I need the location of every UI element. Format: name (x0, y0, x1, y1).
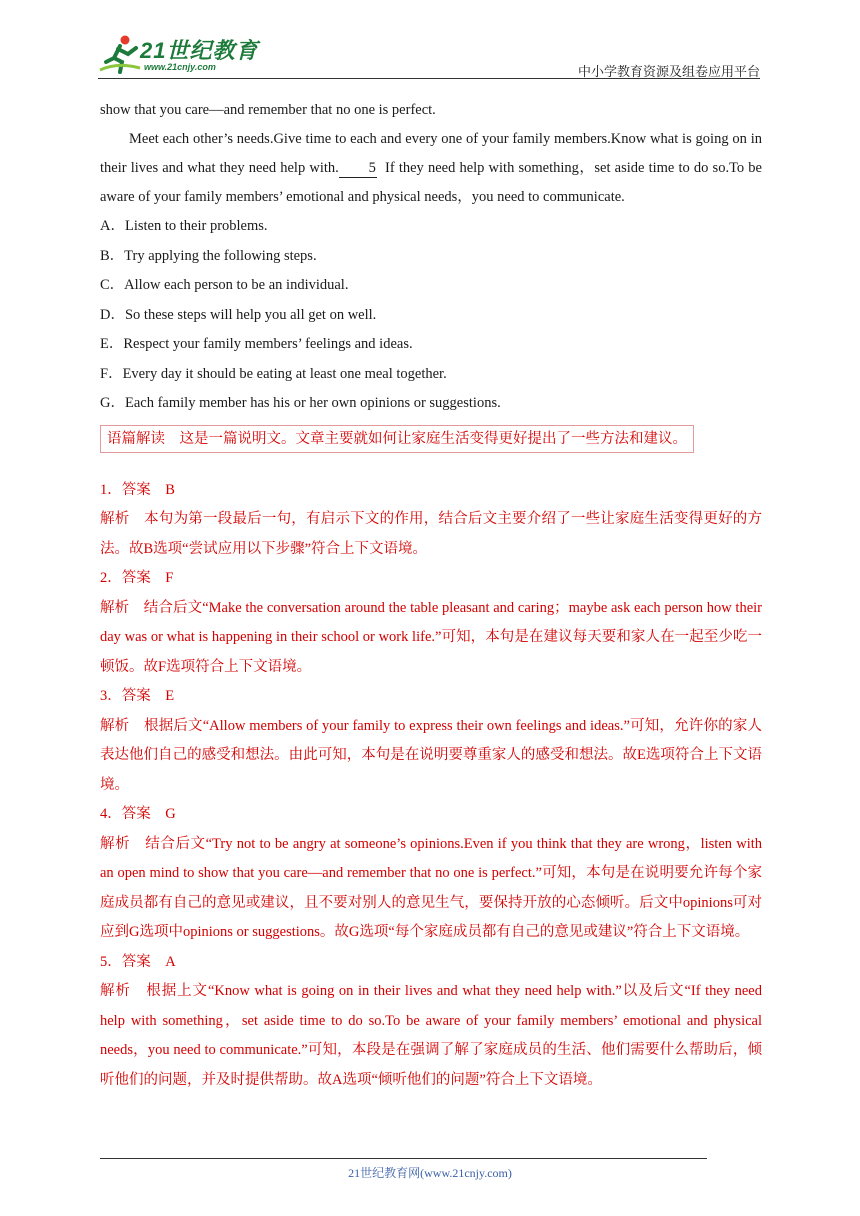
site-logo[interactable] (98, 32, 268, 76)
option-letter: C． (100, 277, 125, 293)
answer-explanation: 解析 本句为第一段最后一句，有启示下文的作用，结合后文主要介绍了一些让家庭生活变得更好的方法。故B选项“尝试应用以下步骤”符合上下文语境。 (100, 511, 762, 557)
option-text: Each family member has his or her own opinions or suggestions. (124, 395, 501, 411)
option-letter: A． (100, 218, 125, 234)
option-a (100, 212, 762, 242)
passage-summary-box: 语篇解读 这是一篇说明文。文章主要就如何让家庭生活变得更好提出了一些方法和建议。 (100, 425, 694, 453)
page-header (98, 30, 760, 80)
footer-link[interactable]: 21世纪教育网(www.21cnjy.com) (348, 1166, 512, 1180)
blank-5: 5 (339, 160, 377, 178)
option-text: Every day it should be eating at least one meal together. (122, 365, 447, 382)
passage-paragraph (100, 125, 762, 212)
answer-label: 2．答案 F (100, 570, 174, 586)
option-f (100, 360, 762, 390)
option-text: So these steps will help you all get on well. (124, 306, 377, 323)
logo-url: www.21cnjy.com (144, 62, 216, 72)
option-text: Listen to their problems. (124, 218, 268, 234)
answer-explanation: 解析 根据上文“Know what is going on in their lives and what they need help with.”以及后文“If they need help with something，set aside time to do so.To be aware of your family members’ emotional and physical needs，you need to communicate.”可知，本段是在强调了解了家庭成员的生活、他们需要什么帮助后，倾听他们的问题，并及时提供帮助。故A选项“倾听他们的问题”符合上下文语境。 (100, 983, 762, 1088)
option-e (100, 330, 762, 360)
option-letter: B． (100, 247, 125, 264)
answer-label: 1．答案 B (100, 481, 175, 498)
platform-title: 中小学教育资源及组卷应用平台 (577, 64, 760, 79)
answer-explanation: 解析 结合后文“Try not to be angry at someone’s opinions.Even if you think that they are wrong，listen with an open mind to show that you care—and remember that no one is perfect.”可知，本句是在说明要允许每个家庭成员都有自己的意见或建议，且不要对别人的意见生气，要保持开放的心态倾听。后文中opinions可对应到G选项中opinions or suggestions。故G选项“每个家庭成员都有自己的意见或建议”符合上下文语境。 (100, 835, 762, 940)
paragraph-text-before-blank: Meet each other’s needs.Give time to each and every one of your family members.Know what is going on in their lives and what they need help with. (100, 131, 762, 176)
logo-text: 21世纪教育 (140, 38, 259, 63)
runner-icon (98, 32, 142, 76)
header-divider (98, 78, 760, 79)
option-b (100, 242, 762, 272)
options-list (100, 212, 762, 419)
answer-explanation: 解析 结合后文“Make the conversation around the table pleasant and caring；maybe ask each person how their day was or what is happening in their school or work life.”可知，本句是在建议每天要和家人在一起至少吃一顿饭。故F选项符合上下文语境。 (100, 599, 762, 675)
option-letter: E． (100, 336, 124, 352)
paragraph-text-after-blank: If they need help with something，set aside time to do so.To be aware of your family members’ emotional and physical needs，you need to communicate. (100, 160, 762, 205)
option-text: Respect your family members’ feelings and ideas. (123, 336, 413, 352)
footer-divider (100, 1158, 707, 1159)
option-text: Try applying the following steps. (124, 247, 317, 264)
answer-label: 5．答案 A (100, 953, 176, 970)
answer-section (100, 476, 762, 1096)
option-letter: G． (100, 395, 125, 411)
option-text: Allow each person to be an individual. (124, 277, 349, 293)
document-body (100, 96, 762, 1095)
passage-line: show that you care—and remember that no one is perfect. (100, 102, 436, 118)
option-c (100, 271, 762, 301)
option-g (100, 389, 762, 419)
option-letter: D． (100, 306, 125, 323)
option-d (100, 301, 762, 331)
option-letter: F． (100, 365, 123, 382)
answer-label: 4．答案 G (100, 806, 176, 822)
answer-label: 3．答案 E (100, 688, 175, 704)
answer-explanation: 解析 根据后文“Allow members of your family to express their own feelings and ideas.”可知，允许你的家人表达他们自己的感受和想法。由此可知，本句是在说明要尊重家人的感受和想法。故E选项符合上下文语境。 (100, 717, 762, 793)
